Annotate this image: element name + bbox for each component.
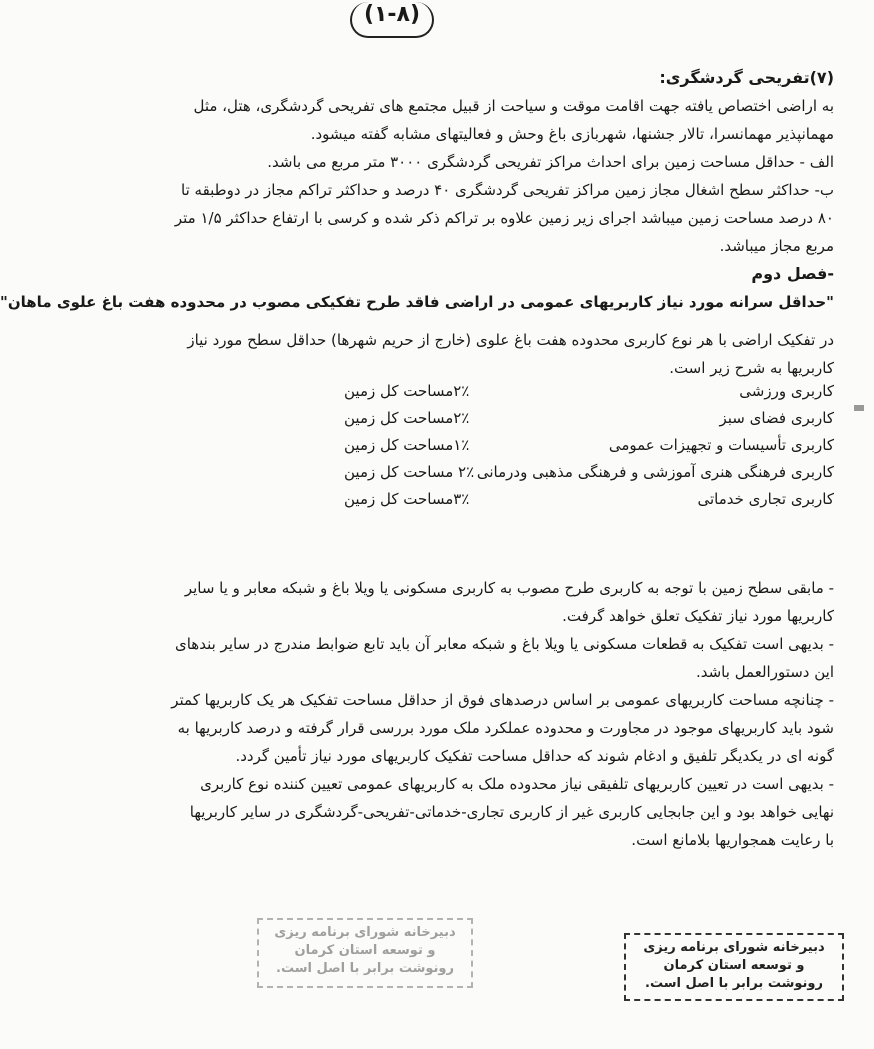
page-number: (۱-۸)	[350, 2, 434, 38]
note-line: گونه ای در یکدیگر تلفیق و ادغام شوند که حداقل مساحت تفکیک کاربریهای مورد نیاز تأمین گردد.	[235, 747, 834, 765]
paragraph-line: مهمانپذیر مهمانسرا، تالار جشنها، شهربازی باغ وحش و فعالیتهای مشابه گفته میشود.	[310, 125, 834, 143]
note-line: - بدیهی است در تعیین کاربریهای تلفیقی نیاز محدوده ملک به کاربریهای عمومی تعیین کننده نوع کاربری	[200, 775, 834, 793]
use-value: ۲٪ مساحت کل زمین	[344, 463, 475, 481]
note-line: - بدیهی است تفکیک به قطعات مسکونی یا ویلا باغ و شبکه معابر آن باید تابع ضوابط مندرج در سایر بندهای	[174, 635, 834, 653]
use-name: کاربری فرهنگی هنری آموزشی و فرهنگی مذهبی ودرمانی	[476, 463, 834, 481]
use-value: ۲٪مساحت کل زمین	[344, 409, 470, 427]
chapter-2-heading: -فصل دوم	[751, 264, 834, 283]
chapter-2	[0, 260, 834, 382]
note-line: این دستورالعمل باشد.	[695, 663, 834, 681]
certification-stamp	[624, 933, 844, 1001]
use-name: کاربری فضای سبز	[719, 409, 834, 427]
chapter-2-subtitle: "حداقل سرانه مورد نیاز کاربریهای عمومی در اراضی فاقد طرح تفکیکی مصوب در محدوده هفت باغ علوی ماهان"	[0, 293, 834, 311]
paragraph-line: ب- حداکثر سطح اشغال مجاز زمین مراکز تفریحی گردشگری ۴۰ درصد و حداکثر تراکم مجاز در دوطبقه تا	[181, 181, 834, 199]
intro-line: کاربریها به شرح زیر است.	[669, 359, 834, 377]
note-line: - مابقی سطح زمین با توجه به کاربری طرح مصوب به کاربری مسکونی یا ویلا باغ و شبکه معابر و یا سایر	[184, 579, 834, 597]
use-name: کاربری ورزشی	[739, 382, 834, 400]
paragraph-line: به اراضی اختصاص یافته جهت اقامت موقت و سیاحت از قبیل مجتمع های تفریحی گردشگری، هتل، مثل	[193, 97, 834, 115]
list-item	[164, 378, 834, 405]
list-item	[164, 459, 834, 486]
stamp-line: و توسعه استان کرمان	[663, 958, 805, 973]
list-item	[164, 405, 834, 432]
use-value: ۲٪مساحت کل زمین	[344, 382, 470, 400]
intro-line: در تفکیک اراضی با هر نوع کاربری محدوده هفت باغ علوی (خارج از حریم شهرها) حداقل سطح مورد نیاز	[187, 331, 834, 349]
note-line: - چنانچه مساحت کاربریهای عمومی بر اساس درصدهای فوق از حداقل مساحت تفکیک هر یک کاربریها کمتر	[171, 691, 834, 709]
use-value: ۱٪مساحت کل زمین	[344, 436, 470, 454]
list-item	[164, 432, 834, 459]
stamp-line: رونوشت برابر با اصل است.	[276, 961, 454, 976]
use-name: کاربری تجاری خدماتی	[697, 490, 834, 508]
use-value: ۳٪مساحت کل زمین	[344, 490, 470, 508]
certification-stamp	[257, 918, 473, 988]
scan-mark	[854, 405, 864, 411]
stamp-line: دبیرخانه شورای برنامه ریزی	[274, 925, 456, 940]
note-line: نهایی خواهد بود و این جابجایی کاربری غیر از کاربری تجاری-خدماتی-تفریحی-گردشگری در سایر کاربریها	[189, 803, 834, 821]
stamp-line: دبیرخانه شورای برنامه ریزی	[643, 940, 825, 955]
use-name: کاربری تأسیسات و تجهیزات عمومی	[608, 436, 834, 454]
section-7-heading: (۷)تفریحی گردشگری:	[659, 68, 834, 87]
note-line: شود باید کاربریهای موجود در مجاورت و محدوده عملکرد ملک مورد بررسی قرار گرفته و درصد کاربریها به	[177, 719, 834, 737]
note-line: با رعایت همجواریها بلامانع است.	[631, 831, 834, 849]
land-use-list	[164, 378, 834, 513]
stamp-line: و توسعه استان کرمان	[294, 943, 436, 958]
list-item	[164, 486, 834, 513]
paragraph-line: ۸۰ درصد مساحت زمین میباشد اجرای زیر زمین علاوه بر تراکم ذکر شده و کرسی با ارتفاع حداکثر ۱/۵ متر	[174, 209, 834, 227]
paragraph-line: مربع مجاز میباشد.	[719, 237, 834, 255]
paragraph-line: الف - حداقل مساحت زمین برای احداث مراکز تفریحی گردشگری ۳۰۰۰ متر مربع می باشد.	[267, 153, 834, 171]
notes	[154, 574, 834, 854]
section-7	[154, 64, 834, 260]
stamp-line: رونوشت برابر با اصل است.	[645, 976, 823, 991]
note-line: کاربریها مورد نیاز تفکیک تعلق خواهد گرفت.	[562, 607, 834, 625]
